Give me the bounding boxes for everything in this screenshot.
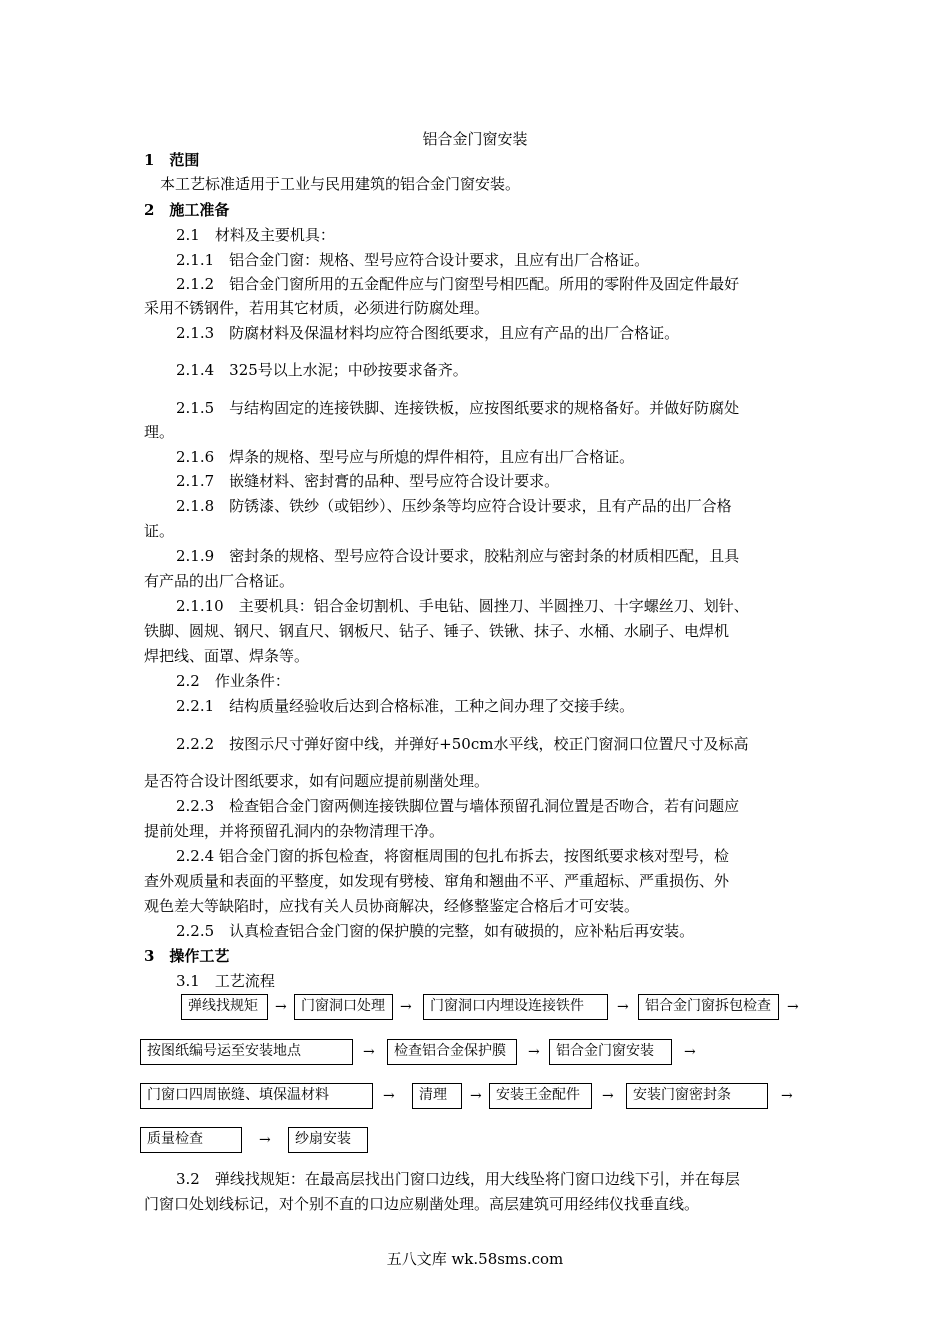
flow-step: 安装王金配件 [489, 1083, 592, 1109]
flow-arrow: → [259, 1132, 271, 1148]
flow-step: 铝合金门窗安装 [549, 1039, 672, 1065]
flow-arrow: → [383, 1088, 395, 1104]
paragraph-line: 理。 [144, 423, 175, 441]
paragraph-line: 2.1.1 铝合金门窗：规格、型号应符合设计要求，且应有出厂合格证。 [176, 251, 650, 269]
paragraph-line: 2.1.8 防锈漆、铁纱（或铝纱）、压纱条等均应符合设计要求，且有产品的出厂合格 [176, 497, 732, 515]
flow-step: 门窗口四周嵌缝、填保温材料 [140, 1083, 373, 1109]
paragraph-line: 2.1 材料及主要机具： [176, 226, 335, 244]
paragraph-line: 采用不锈钢件，若用其它材质，必须进行防腐处理。 [144, 299, 490, 317]
flow-step: 检查铝合金保护膜 [387, 1039, 517, 1065]
paragraph-line: 焊把线、面罩、焊条等。 [144, 647, 310, 665]
flow-step: 弹线找规矩 [181, 994, 268, 1020]
flow-step: 铝合金门窗拆包检查 [638, 994, 779, 1020]
paragraph-line: 2.1.10 主要机具：铝合金切割机、手电钻、圆挫刀、半圆挫刀、十字螺丝刀、划针、 [176, 597, 749, 615]
flow-arrow: → [275, 999, 287, 1015]
section-heading: 2 施工准备 [144, 201, 230, 219]
paragraph-line: 观色差大等缺陷时，应找有关人员协商解决，经修整鉴定合格后才可安装。 [144, 897, 640, 915]
paragraph-line: 证。 [144, 522, 175, 540]
paragraph-line: 有产品的出厂合格证。 [144, 572, 295, 590]
flow-arrow: → [787, 999, 799, 1015]
paragraph-line: 是否符合设计图纸要求，如有问题应提前剔凿处理。 [144, 772, 490, 790]
paragraph-line: 2.1.5 与结构固定的连接铁脚、连接铁板，应按图纸要求的规格备好。并做好防腐处 [176, 399, 740, 417]
footer-watermark: 五八文库 wk.58sms.com [386, 1250, 564, 1268]
paragraph-line: 2.2.5 认真检查铝合金门窗的保护膜的完整，如有破损的，应补粘后再安装。 [176, 922, 695, 940]
flow-arrow: → [400, 999, 412, 1015]
paragraph-line: 铁脚、圆规、钢尺、钢直尺、钢板尺、钻子、锤子、铁锹、抹子、水桶、水刷子、电焊机 [144, 622, 730, 640]
section-heading: 1 范围 [144, 151, 200, 169]
paragraph-line: 2.1.7 嵌缝材料、密封膏的品种、型号应符合设计要求。 [176, 472, 560, 490]
flow-step: 门窗洞口内埋设连接铁件 [423, 994, 608, 1020]
paragraph-line: 2.2 作业条件： [176, 672, 290, 690]
paragraph-line: 2.1.6 焊条的规格、型号应与所熄的焊件相符，且应有出厂合格证。 [176, 448, 635, 466]
paragraph-line: 查外观质量和表面的平整度，如发现有劈棱、窜角和翘曲不平、严重超标、严重损伤、外 [144, 872, 730, 890]
flow-arrow: → [470, 1088, 482, 1104]
flow-step: 门窗洞口处理 [294, 994, 393, 1020]
paragraph-line: 3.1 工艺流程 [176, 972, 275, 990]
paragraph-line: 2.2.2 按图示尺寸弹好窗中线，并弹好+50cm水平线，校正门窗洞口位置尺寸及标高 [176, 735, 749, 753]
paragraph-line: 2.2.1 结构质量经验收后达到合格标准，工种之间办理了交接手续。 [176, 697, 635, 715]
flow-arrow: → [617, 999, 629, 1015]
paragraph-line: 2.1.4 325号以上水泥；中砂按要求备齐。 [176, 361, 468, 379]
paragraph-line: 2.2.3 检查铝合金门窗两侧连接铁脚位置与墙体预留孔洞位置是否吻合，若有问题应 [176, 797, 740, 815]
paragraph-line: 2.2.4 铝合金门窗的拆包检查，将窗框周围的包扎布拆去，按图纸要求核对型号，检 [176, 847, 729, 865]
flow-step: 纱扇安装 [288, 1127, 368, 1153]
flow-step: 清理 [412, 1083, 462, 1109]
flow-arrow: → [363, 1044, 375, 1060]
document-title: 铝合金门窗安装 [422, 130, 528, 148]
flow-arrow: → [602, 1088, 614, 1104]
paragraph-line: 2.1.9 密封条的规格、型号应符合设计要求，胶粘剂应与密封条的材质相匹配，且具 [176, 547, 740, 565]
paragraph-line: 提前处理，并将预留孔洞内的杂物清理干净。 [144, 822, 445, 840]
flow-arrow: → [528, 1044, 540, 1060]
paragraph-line: 2.1.3 防腐材料及保温材料均应符合图纸要求，且应有产品的出厂合格证。 [176, 324, 680, 342]
flow-step: 按图纸编号运至安装地点 [140, 1039, 353, 1065]
paragraph-line: 门窗口处划线标记，对个别不直的口边应剔凿处理。高层建筑可用经纬仪找垂直线。 [144, 1195, 700, 1213]
paragraph-line: 2.1.2 铝合金门窗所用的五金配件应与门窗型号相匹配。所用的零附件及固定件最好 [176, 275, 740, 293]
paragraph-line: 本工艺标准适用于工业与民用建筑的铝合金门窗安装。 [160, 175, 521, 193]
flow-arrow: → [781, 1088, 793, 1104]
paragraph-line: 3.2 弹线找规矩：在最高层找出门窗口边线，用大线坠将门窗口边线下引，并在每层 [176, 1170, 740, 1188]
flow-step: 安装门窗密封条 [626, 1083, 768, 1109]
flow-step: 质量检查 [140, 1127, 242, 1153]
section-heading: 3 操作工艺 [144, 947, 230, 965]
flow-arrow: → [684, 1044, 696, 1060]
